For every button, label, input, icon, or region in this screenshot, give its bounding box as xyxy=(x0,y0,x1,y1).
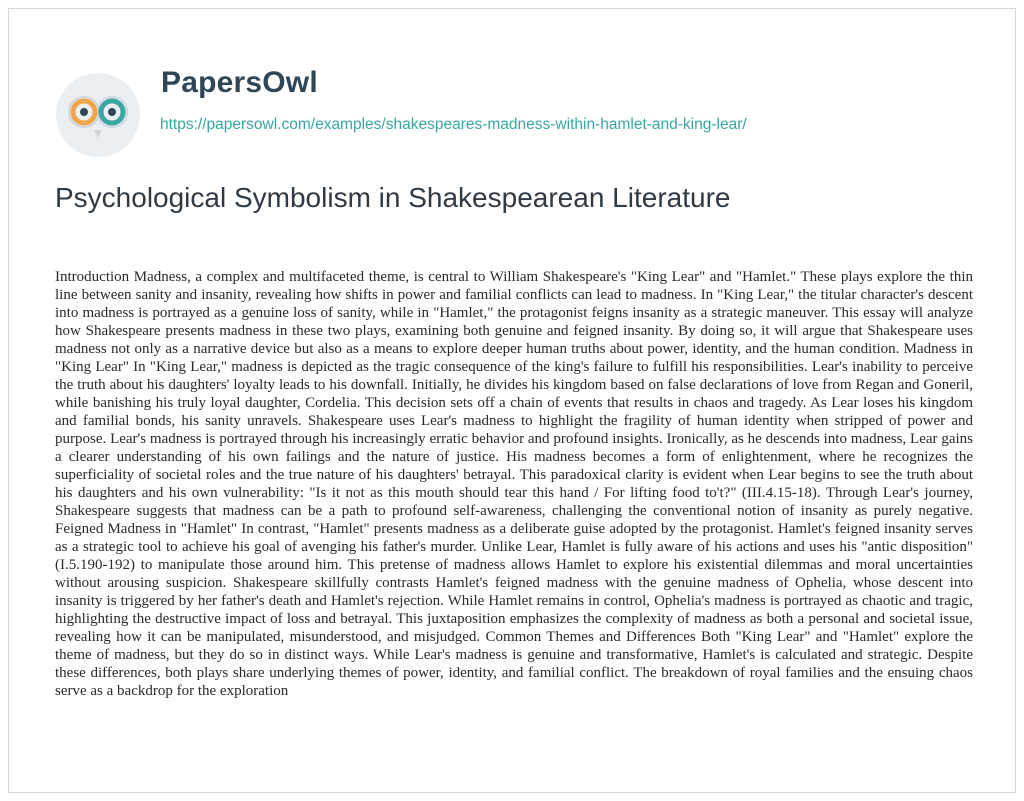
site-header xyxy=(9,9,1015,145)
owl-eyes-icon xyxy=(55,72,141,158)
site-name[interactable]: PapersOwl xyxy=(161,66,318,99)
page-frame xyxy=(8,8,1016,793)
article-url-link[interactable]: https://papersowl.com/examples/shakespeares-madness-within-hamlet-and-king-lear/ xyxy=(160,116,747,133)
article-title: Psychological Symbolism in Shakespearean Literature xyxy=(55,182,731,213)
article-body: Introduction Madness, a complex and multifaceted theme, is central to William Shakespeare's "King Lear" and "Hamlet." These plays explore the thin line between sanity and insanity, revealing how shifts in power and familial conflicts can lead to madness. In "King Lear," the titular character's descent into madness is portrayed as a genuine loss of sanity, while in "Hamlet," the protagonist feigns insanity as a strategic maneuver. This essay will analyze how Shakespeare presents madness in these two plays, examining both genuine and feigned insanity. By doing so, it will argue that Shakespeare uses madness not only as a narrative device but also as a means to explore deeper human truths about power, identity, and the human condition. Madness in "King Lear" In "King Lear," madness is depicted as the tragic consequence of the king's failure to fulfill his responsibilities. Lear's inability to perceive the truth about his daughters' loyalty leads to his downfall. Initially, he divides his kingdom based on false declarations of love from Regan and Goneril, while banishing his truly loyal daughter, Cordelia. This decision sets off a chain of events that results in chaos and tragedy. As Lear loses his kingdom and familial bonds, his sanity unravels. Shakespeare uses Lear's madness to highlight the fragility of human identity when stripped of power and purpose. Lear's madness is portrayed through his increasingly erratic behavior and profound insights. Ironically, as he descends into madness, Lear gains a clearer understanding of his own failings and the nature of justice. His madness becomes a form of enlightenment, where he recognizes the superficiality of societal roles and the true nature of his daughters' betrayal. This paradoxical clarity is evident when Lear begins to see the truth about his daughters and his own vulnerability: "Is it not as this mouth should tear this hand / For lifting food to't?" (III.4.15-18). Through Lear's journey, Shakespeare suggests that madness can be a path to profound self-awareness, challenging the conventional notion of insanity as purely negative. Feigned Madness in "Hamlet" In contrast, "Hamlet" presents madness as a deliberate guise adopted by the protagonist. Hamlet's feigned insanity serves as a strategic tool to achieve his goal of avenging his father's murder. Unlike Lear, Hamlet is fully aware of his actions and uses his "antic disposition" (I.5.190-192) to manipulate those around him. This pretense of madness allows Hamlet to explore his existential dilemmas and moral uncertainties without arousing suspicion. Shakespeare skillfully contrasts Hamlet's feigned madness with the genuine madness of Ophelia, whose descent into insanity is triggered by her father's death and Hamlet's rejection. While Hamlet remains in control, Ophelia's madness is portrayed as chaotic and tragic, highlighting the destructive impact of loss and betrayal. This juxtaposition emphasizes the complexity of madness as both a personal and societal issue, revealing how it can be manipulated, misunderstood, and misjudged. Common Themes and Differences Both "King Lear" and "Hamlet" explore the theme of madness, but they do so in distinct ways. While Lear's madness is genuine and transformative, Hamlet's is calculated and strategic. Despite these differences, both plays share underlying themes of power, identity, and familial conflict. The breakdown of royal families and the ensuing chaos serve as a backdrop for the exploration xyxy=(55,269,973,699)
